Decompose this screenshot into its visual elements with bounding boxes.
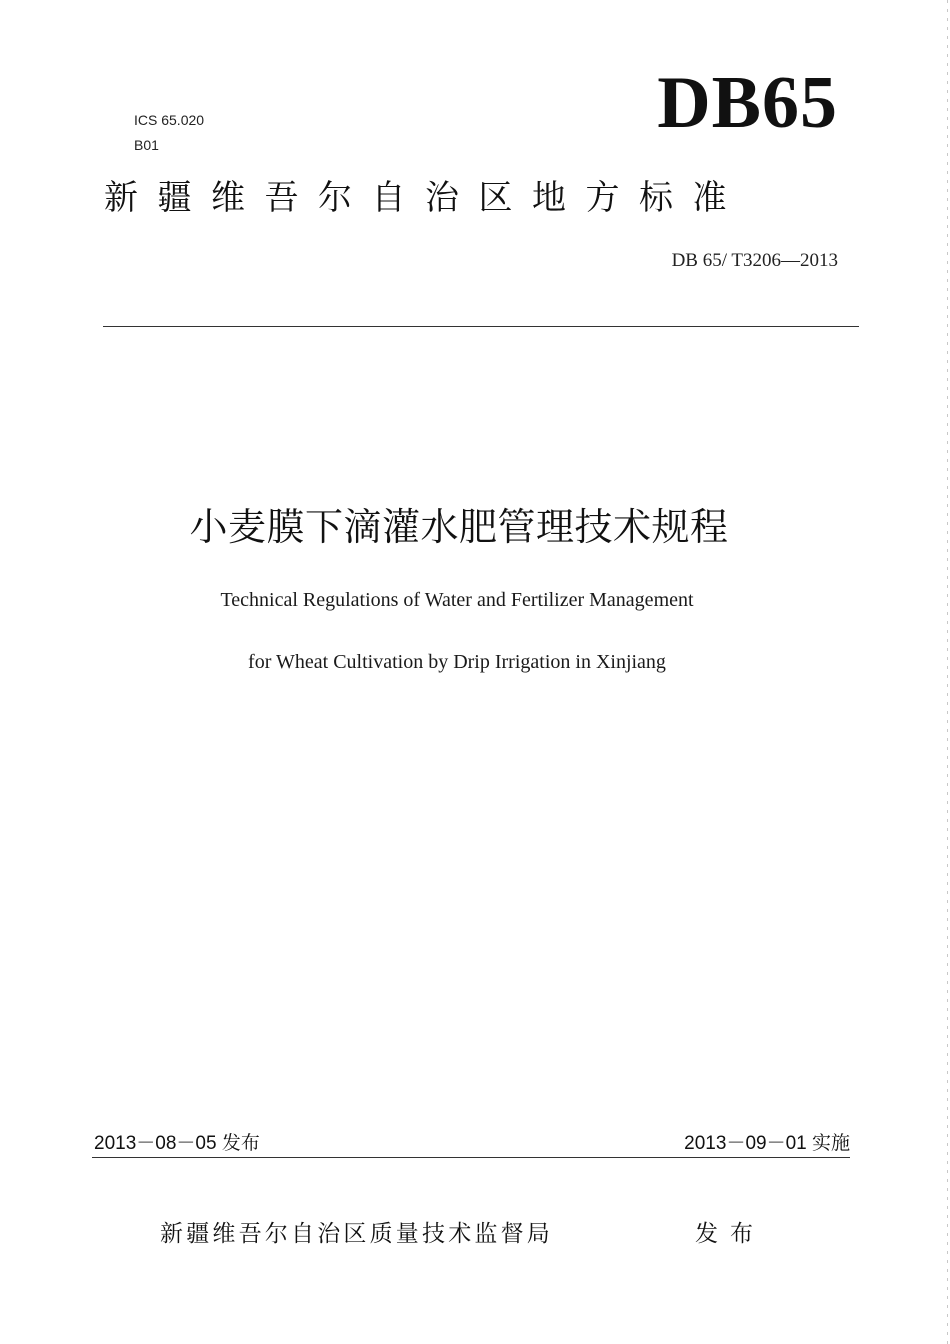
standard-number: DB 65/ T3206—2013 [671,250,838,271]
standard-type-title: 新疆维吾尔自治区地方标准 [104,178,746,218]
document-title-en-line1: Technical Regulations of Water and Fertilizer Management [220,589,694,611]
issuing-authority: 新疆维吾尔自治区质量技术监督局 [160,1221,553,1247]
top-divider [103,326,859,327]
issue-action: 发布 [695,1221,765,1247]
document-title-en-line2: for Wheat Cultivation by Drip Irrigation in Xinjiang [248,651,666,673]
document-title-zh: 小麦膜下滴灌水肥管理技术规程 [189,505,729,549]
ccs-code: B01 [134,137,159,153]
issue-date: 2013－08－05 发布 [94,1133,260,1154]
implementation-date: 2013－09－01 实施 [684,1133,850,1154]
ics-code: ICS 65.020 [134,112,205,128]
standard-code-logo: DB65 [657,62,838,144]
classification-codes [134,108,204,158]
scan-edge-artifact [947,0,948,1344]
issuer-row [160,1218,765,1250]
bottom-divider [92,1157,850,1158]
